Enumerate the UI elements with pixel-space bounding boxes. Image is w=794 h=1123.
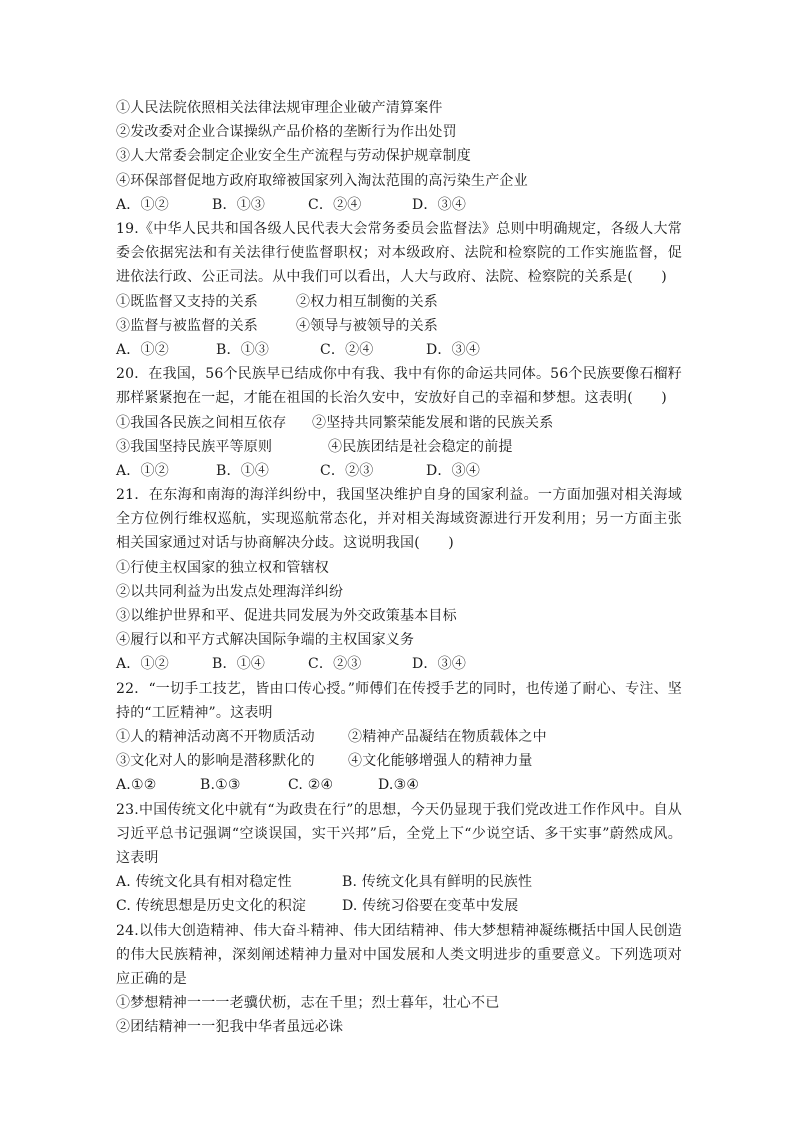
option-1: ①人的精神活动离不开物质活动 [116, 729, 315, 746]
option-2: ②以共同利益为出发点处理海洋纠纷 [116, 583, 344, 600]
choice-b: B．①④ [216, 462, 270, 479]
choice-c: C．②③ [320, 462, 374, 479]
option-3: ③文化对人的影响是潜移默化的 [116, 753, 315, 770]
question-23-stem: 23.中国传统文化中就有“为政贵在行”的思想，今天仍显现于我们党改进工作作风中。自从习近平总书记强调“空谈误国，实干兴邦”后，全党上下“少说空话、多干实事”蔚然成风。这表明 [116, 801, 682, 866]
choice-b: B．①④ [212, 656, 266, 673]
option-3: ③我国坚持民族平等原则 [116, 438, 273, 455]
question-20-options-row-2 [116, 435, 682, 459]
choice-c: C. 传统思想是历史文化的积淀 [116, 898, 307, 915]
choice-a: A．①② [116, 196, 169, 213]
option-1: ①既监督又支持的关系 [116, 293, 258, 310]
option-3: ③监督与被监督的关系 [116, 317, 258, 334]
choice-d: D．③④ [412, 196, 467, 213]
option-3: ③人大常委会制定企业安全生产流程与劳动保护规章制度 [116, 148, 471, 165]
question-22-options-row-1 [116, 725, 682, 749]
answer-choices [116, 773, 682, 797]
choice-a: A．①② [116, 341, 169, 358]
option-1: ①人民法院依照相关法律法规审理企业破产清算案件 [116, 100, 443, 116]
choice-d: D. 传统习俗要在变革中发展 [342, 898, 519, 915]
choice-b: B.①③ [200, 777, 241, 794]
option-3: ③以维护世界和平、促进共同发展为外交政策基本目标 [116, 608, 457, 625]
option-4: ④文化能够增强人的精神力量 [348, 753, 533, 770]
option-2: ②发改委对企业合谋操纵产品价格的垄断行为作出处罚 [116, 124, 457, 141]
choice-b: B. 传统文化具有鲜明的民族性 [342, 874, 533, 891]
choice-b: B．①③ [216, 341, 270, 358]
question-19-stem: 19.《中华人民共和国各级人民代表大会常务委员会监督法》总则中明确规定，各级人大常委会依据宪法和有关法律行使监督职权；对本级政府、法院和检察院的工作实施监督，促进依法行政、公正司法。从中我们可以看出，人大与政府、法院、检察院的关系是( ) [116, 220, 682, 286]
option-2: ②权力相互制衡的关系 [296, 293, 438, 310]
choice-d: D．③④ [426, 462, 481, 479]
answer-choices [116, 193, 682, 217]
option-1: ①梦想精神一一一老骥伏枥，志在千里；烈士暮年，壮心不已 [116, 995, 500, 1012]
question-19-options-row-2 [116, 314, 682, 338]
choice-a: A．①② [116, 656, 169, 673]
option-4: ④履行以和平方式解决国际争端的主权国家义务 [116, 632, 415, 649]
option-4: ④领导与被领导的关系 [296, 317, 438, 334]
question-20-stem: 20．在我国，56个民族早已结成你中有我、我中有你的命运共同体。56个民族要像石榴籽那样紧紧抱在一起，才能在祖国的长治久安中，安放好自己的幸福和梦想。这表明( ) [116, 366, 682, 407]
choice-d: D．③④ [426, 341, 481, 358]
question-24-stem: 24.以伟大创造精神、伟大奋斗精神、伟大团结精神、伟大梦想精神凝练概括中国人民创造的伟大民族精神，深刻阐述精神力量对中国发展和人类文明进步的重要意义。下列选项对应正确的是 [116, 922, 682, 987]
answer-choices [116, 459, 682, 483]
choice-c: C．②④ [320, 341, 374, 358]
choice-a: A.①② [116, 777, 157, 794]
answer-choices [116, 338, 682, 362]
choice-c: C．②④ [308, 196, 362, 213]
answer-choices [116, 652, 682, 676]
option-2: ②坚持共同繁荣能发展和谐的民族关系 [312, 414, 554, 431]
option-1: ①我国各民族之间相互依存 [116, 414, 287, 431]
choice-c: C. ②④ [288, 777, 334, 794]
question-22-stem: 22．“一切手工技艺，皆由口传心授。”师傅们在传授手艺的同时，也传递了耐心、专注、坚持的“工匠精神”。这表明 [116, 680, 682, 721]
option-1: ①行使主权国家的独立权和管辖权 [116, 559, 329, 576]
question-19-options-row-1 [116, 290, 682, 314]
question-23-options-row-1 [116, 870, 682, 894]
question-content [116, 96, 682, 1040]
option-2: ②精神产品凝结在物质载体之中 [348, 729, 547, 746]
choice-a: A. 传统文化具有相对稳定性 [116, 874, 292, 891]
question-20-options-row-1 [116, 411, 682, 435]
choice-a: A．①② [116, 462, 169, 479]
question-23-options-row-2 [116, 894, 682, 918]
question-22-options-row-2 [116, 749, 682, 773]
option-4: ④环保部督促地方政府取缔被国家列入淘汰范围的高污染生产企业 [116, 172, 528, 189]
option-4: ④民族团结是社会稳定的前提 [328, 438, 513, 455]
choice-d: D．③④ [412, 656, 467, 673]
choice-d: D.③④ [378, 777, 420, 794]
option-2: ②团结精神一一犯我中华者虽远必诛 [116, 1019, 344, 1036]
choice-c: C．②③ [308, 656, 362, 673]
choice-b: B．①③ [212, 196, 266, 213]
question-21-stem: 21．在东海和南海的海洋纠纷中，我国坚决维护自身的国家利益。一方面加强对相关海域全方位例行维权巡航，实现巡航常态化，并对相关海域资源进行开发利用；另一方面主张相关国家通过对话与协商解决分歧。这说明我国( ) [116, 487, 682, 552]
